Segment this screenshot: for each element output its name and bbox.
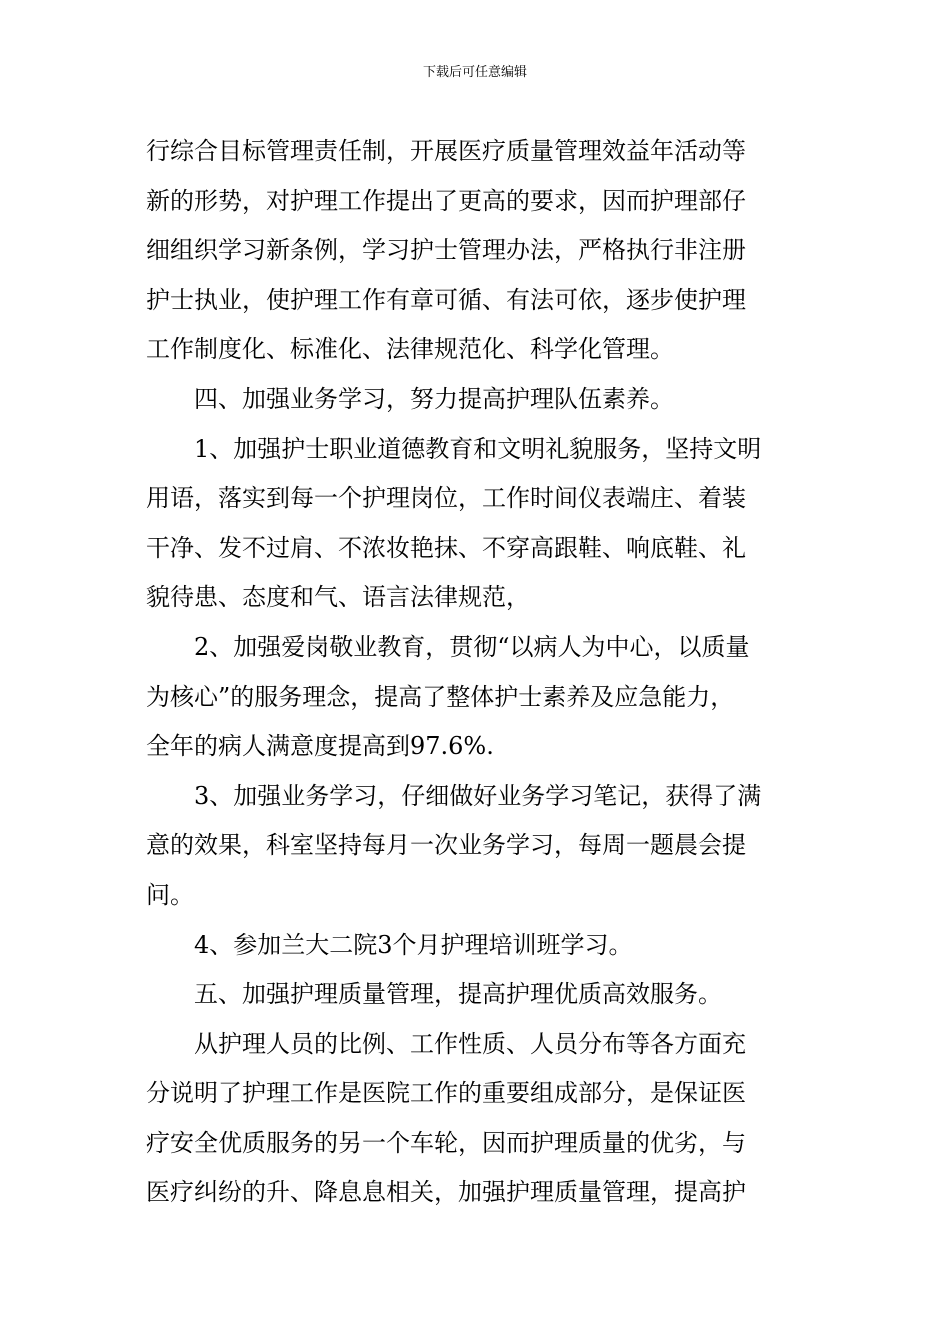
text-line: 全年的病人满意度提高到97.6%.: [146, 732, 494, 761]
text-line: 医疗纠纷的升、降息息相关，加强护理质量管理，提高护: [146, 1178, 746, 1207]
text-line: 行综合目标管理责任制，开展医疗质量管理效益年活动等: [146, 137, 746, 165]
section-heading-5: 五、加强护理质量管理，提高护理优质高效服务。: [194, 980, 722, 1009]
text-line: 从护理人员的比例、工作性质、人员分布等各方面充: [194, 1029, 746, 1058]
document-body: [146, 127, 808, 1218]
text-line: 3、加强业务学习，仔细做好业务学习笔记，获得了满: [194, 781, 762, 810]
section-heading-4: 四、加强业务学习，努力提高护理队伍素养。: [194, 384, 674, 413]
text-line: 干净、发不过肩、不浓妆艳抹、不穿高跟鞋、响底鞋、礼: [146, 533, 746, 562]
text-line: 新的形势，对护理工作提出了更高的要求，因而护理部仔: [146, 186, 746, 215]
text-line: 意的效果，科室坚持每月一次业务学习，每周一题晨会提: [146, 831, 746, 860]
text-line: 2、加强爱岗敬业教育，贯彻“以病人为中心，以质量: [194, 632, 750, 661]
text-line: 貌待患、态度和气、语言法律规范，: [146, 583, 530, 612]
text-line: 4、参加兰大二院3个月护理培训班学习。: [194, 930, 633, 959]
text-line: 1、加强护士职业道德教育和文明礼貌服务，坚持文明: [194, 434, 762, 463]
text-line: 分说明了护理工作是医院工作的重要组成部分，是保证医: [146, 1079, 746, 1108]
text-line: 用语，落实到每一个护理岗位，工作时间仪表端庄、着装: [146, 484, 746, 513]
text-line: 细组织学习新条例，学习护士管理办法，严格执行非注册: [146, 236, 746, 265]
text-line: 疗安全优质服务的另一个车轮，因而护理质量的优劣，与: [146, 1128, 746, 1157]
text-line: 为核心”的服务理念，提高了整体护士素养及应急能力，: [146, 682, 735, 711]
page-header: 下载后可任意编辑: [422, 65, 527, 80]
text-line: 护士执业，使护理工作有章可循、有法可依，逐步使护理: [146, 285, 746, 314]
text-line: 问。: [146, 880, 194, 909]
text-line: 工作制度化、标准化、法律规范化、科学化管理。: [146, 335, 674, 364]
